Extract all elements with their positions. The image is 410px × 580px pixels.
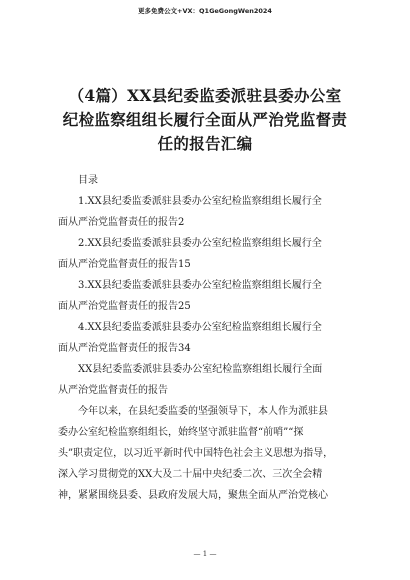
title-line: 任的报告汇编 (157, 134, 253, 153)
title-line: 纪检监察组组长履行全面从严治党监督责 (62, 110, 348, 129)
section-heading: XX县纪委监委派驻县委办公室纪检监察组组长履行全面 (78, 364, 323, 375)
paragraph-line: 深入学习贯彻党的XX大及二十届中央纪委二次、三次全会精 (58, 469, 323, 480)
paragraph-line: 委办公室纪检监察组组长，始终坚守派驻监督“前哨”“探 (58, 427, 304, 438)
paragraph-line: 头”职责定位，以习近平新时代中国特色社会主义思想为指导， (58, 448, 334, 459)
toc-entry-1: 1.XX县纪委监委派驻县委办公室纪检监察组组长履行全 (78, 196, 322, 207)
toc-entry-1-cont: 面从严治党监督责任的报告2 (58, 217, 185, 228)
page-number: — 1 — (193, 550, 217, 558)
toc-heading: 目录 (78, 175, 98, 186)
toc-entry-4-cont: 面从严治党监督责任的报告34 (58, 343, 191, 354)
document-body (58, 170, 358, 506)
toc-entry-3-cont: 面从严治党监督责任的报告25 (58, 301, 191, 312)
section-heading-cont: 从严治党监督责任的报告 (58, 385, 168, 396)
toc-entry-2: 2.XX县纪委监委派驻县委办公室纪检监察组组长履行全 (78, 238, 322, 249)
header-note: 更多免费公文+VX：Q1GeGongWen2024 (138, 7, 272, 15)
toc-entry-2-cont: 面从严治党监督责任的报告15 (58, 259, 191, 270)
document-title (40, 84, 370, 156)
paragraph-line: 今年以来，在县纪委监委的坚强领导下，本人作为派驻县 (78, 406, 328, 417)
paragraph-line: 神，紧紧围绕县委、县政府发展大局，聚焦全面从严治党核心 (58, 490, 328, 501)
toc-entry-3: 3.XX县纪委监委派驻县委办公室纪检监察组组长履行全 (78, 280, 322, 291)
title-line: （4篇）XX县纪委监委派驻县委办公室 (68, 86, 342, 105)
toc-entry-4: 4.XX县纪委监委派驻县委办公室纪检监察组组长履行全 (78, 322, 322, 333)
